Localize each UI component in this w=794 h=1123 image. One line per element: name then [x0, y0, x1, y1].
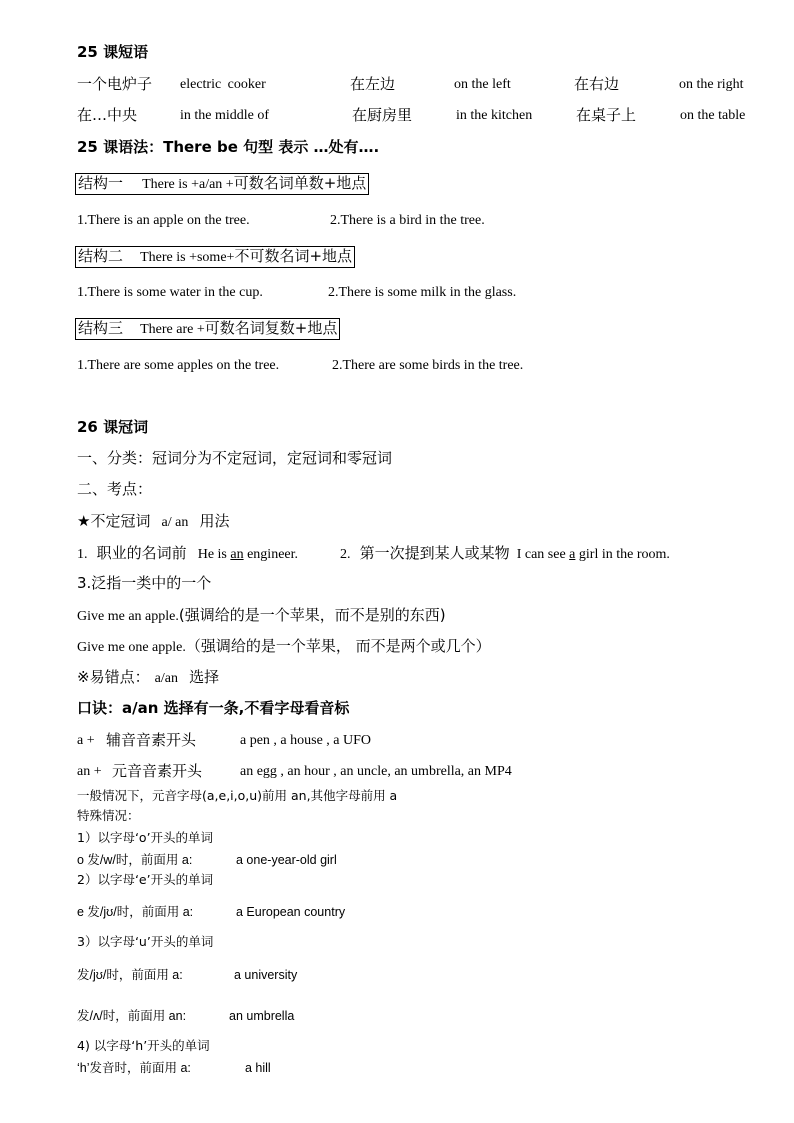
lesson-25-title: 25 课短语: [77, 43, 149, 61]
structure-box: [75, 318, 340, 340]
case-o-heading: 1）以字母‘o’开头的单词: [77, 830, 214, 845]
vowel-rule-an: an +: [77, 764, 102, 779]
rule-1: 1. 职业的名词前 He is an engineer.: [77, 544, 299, 562]
classification-line: 一、分类：冠词分为不定冠词，定冠词和零冠词: [77, 449, 393, 467]
structure-label: 结构三: [78, 319, 124, 337]
case-u-rule-1: 发/jʊ/时，前面用 a:: [77, 968, 183, 982]
phrase-cn: 在左边: [350, 75, 396, 93]
case-o-rule: o 发/w/时，前面用 a:: [77, 853, 193, 867]
special-cases: 特殊情况：: [77, 808, 140, 823]
phrase-cn: 在桌子上: [576, 106, 637, 124]
example-a: Give me an apple.(强调给的是一个苹果，而不是别的东西): [77, 606, 446, 624]
phrase-en: on the right: [679, 77, 744, 92]
example-b: Give me one apple.（强调给的是一个苹果， 而不是两个或几个）: [77, 637, 491, 655]
structure-en: There is +some+: [140, 250, 235, 265]
case-h-example: a hill: [245, 1061, 271, 1075]
rule-2: 2. 第一次提到某人或某物 I can see a girl in the room.: [340, 544, 670, 562]
structure-cn: 不可数名词+地点: [234, 247, 353, 265]
test-points-line: 二、考点：: [77, 480, 153, 498]
phrase-cn: 在厨房里: [352, 106, 413, 124]
phrase-cn: 在右边: [574, 75, 620, 93]
structure-label: 结构一: [78, 174, 124, 192]
vowel-examples: an egg , an hour , an uncle, an umbrella, an MP4: [240, 764, 512, 779]
structure-en: There is +a/an +: [142, 177, 234, 192]
example-sentence: 1.There is an apple on the tree.: [77, 213, 250, 228]
grammar-title: 25 课语法：There be 句型 表示 …处有….: [77, 138, 380, 156]
rhyme-rule: 口诀：a/an 选择有一条,不看字母看音标: [77, 699, 350, 717]
indefinite-article-heading: ★不定冠词 a/ an 用法: [77, 512, 230, 530]
structure-cn: 可数名词复数+地点: [204, 319, 338, 337]
example-sentence: 1.There are some apples on the tree.: [77, 358, 280, 373]
vowel-rule-cn: 元音音素开头: [112, 762, 203, 780]
consonant-rule-a: a +: [77, 733, 95, 748]
structure-box: [75, 246, 355, 268]
rule-3: 3.泛指一类中的一个: [77, 574, 212, 592]
example-sentence: 2.There are some birds in the tree.: [332, 358, 524, 373]
case-h-heading: 4) 以字母‘h’开头的单词: [77, 1038, 210, 1053]
case-h-rule: ‘h’发音时，前面用 a:: [77, 1061, 191, 1075]
phrase-cn: 一个电炉子: [77, 75, 153, 93]
case-e-heading: 2）以字母‘e’开头的单词: [77, 872, 214, 887]
general-rule: 一般情况下，元音字母(a,e,i,o,u)前用 an,其他字母前用 a: [77, 788, 398, 803]
phrase-en: in the middle of: [180, 108, 270, 123]
consonant-examples: a pen , a house , a UFO: [240, 733, 372, 748]
case-u-example-2: an umbrella: [229, 1009, 295, 1023]
phrase-cn: 在…中央: [77, 106, 138, 124]
structure-cn: 可数名词单数+地点: [233, 174, 367, 192]
example-sentence: 1.There is some water in the cup.: [77, 285, 263, 300]
common-mistake: ※易错点： a/an 选择: [77, 668, 220, 686]
case-e-example: a European country: [236, 905, 346, 919]
lesson-26-title: 26 课冠词: [77, 418, 149, 436]
consonant-rule-cn: 辅音音素开头: [106, 731, 197, 749]
phrase-en: electric cooker: [180, 77, 266, 92]
structure-label: 结构二: [78, 247, 124, 265]
example-sentence: 2.There is some milk in the glass.: [328, 285, 517, 300]
case-u-heading: 3）以字母‘u’开头的单词: [77, 934, 214, 949]
phrase-en: on the table: [680, 108, 746, 123]
case-o-example: a one-year-old girl: [236, 853, 337, 867]
phrase-en: in the kitchen: [456, 108, 533, 123]
case-u-rule-2: 发/ʌ/时，前面用 an:: [77, 1009, 187, 1023]
phrase-en: on the left: [454, 77, 511, 92]
example-sentence: 2.There is a bird in the tree.: [330, 213, 485, 228]
structure-box: [75, 173, 369, 195]
structure-en: There are +: [140, 322, 205, 337]
case-u-example-1: a university: [234, 968, 298, 982]
case-e-rule: e 发/jʊ/时，前面用 a:: [77, 905, 194, 919]
